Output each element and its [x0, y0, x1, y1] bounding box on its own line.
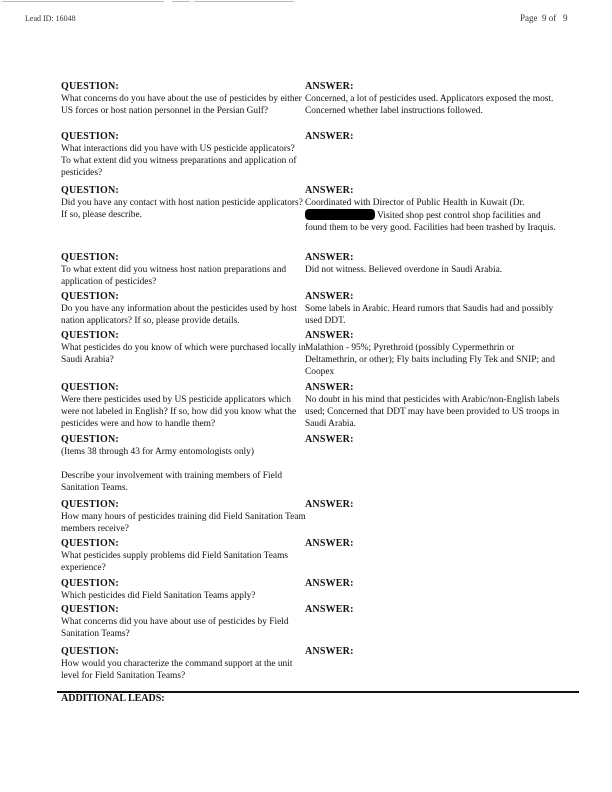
scan-artifact-line — [2, 1, 164, 2]
answer-block — [305, 433, 560, 446]
additional-leads-heading: ADDITIONAL LEADS: — [61, 693, 165, 704]
answer-text-part: Visited shop pest control shop facilities and found them to be very good. Facilities had been trashed by Iraquis. — [305, 211, 556, 233]
question-text: What interactions did you have with US pesticide applicators? To what extent did you witness preparations and application of pesticides? — [61, 144, 297, 178]
answer-label: ANSWER: — [305, 646, 354, 657]
question-text: (Items 38 through 43 for Army entomologists only) — [61, 447, 254, 457]
answer-block — [305, 184, 560, 234]
answer-label: ANSWER: — [305, 81, 354, 92]
question-label: QUESTION: — [61, 252, 119, 263]
answer-label: ANSWER: — [305, 131, 354, 142]
question-text: What concerns do you have about the use of pesticides by either US forces or host nation personnel in the Persian Gulf? — [61, 94, 302, 116]
question-block — [61, 381, 306, 430]
question-text: What pesticides supply problems did Field Sanitation Teams experience? — [61, 551, 289, 573]
answer-block — [305, 577, 560, 590]
question-block — [61, 290, 306, 327]
answer-block — [305, 537, 560, 550]
answer-block — [305, 130, 560, 143]
question-block — [61, 645, 306, 682]
question-text: What pesticides do you know of which were purchased locally in Saudi Arabia? — [61, 343, 306, 365]
scan-artifact-line — [194, 1, 294, 2]
answer-block — [305, 251, 560, 276]
question-text: Describe your involvement with training members of Field Sanitation Teams. — [61, 471, 283, 493]
question-text: How would you characterize the command support at the unit level for Field Sanitation Teams? — [61, 659, 293, 681]
question-label: QUESTION: — [61, 604, 119, 615]
answer-label: ANSWER: — [305, 330, 354, 341]
question-text: Which pesticides did Field Sanitation Teams apply? — [61, 591, 256, 601]
question-block — [61, 80, 306, 117]
question-block — [61, 329, 306, 366]
question-block — [61, 433, 306, 494]
answer-label: ANSWER: — [305, 185, 354, 196]
answer-label: ANSWER: — [305, 382, 354, 393]
question-text: What concerns did you have about use of pesticides by Field Sanitation Teams? — [61, 617, 289, 639]
answer-text: Did not witness. Believed overdone in Saudi Arabia. — [305, 265, 503, 275]
question-label: QUESTION: — [61, 330, 119, 341]
answer-label: ANSWER: — [305, 434, 354, 445]
question-block — [61, 577, 306, 602]
answer-text-part: Coordinated with Director of Public Health in Kuwait (Dr. — [305, 198, 525, 208]
answer-label: ANSWER: — [305, 538, 354, 549]
question-label: QUESTION: — [61, 646, 119, 657]
question-text: Were there pesticides used by US pesticide applicators which were not labeled in English? If so, how did you know what the pesticides were and how to handle them? — [61, 395, 297, 429]
question-label: QUESTION: — [61, 382, 119, 393]
answer-block — [305, 498, 560, 511]
answer-block — [305, 329, 560, 378]
question-label: QUESTION: — [61, 81, 119, 92]
lead-id: Lead ID: 16048 — [25, 14, 76, 23]
question-label: QUESTION: — [61, 538, 119, 549]
question-block — [61, 184, 306, 221]
question-label: QUESTION: — [61, 499, 119, 510]
question-label: QUESTION: — [61, 578, 119, 589]
question-block — [61, 251, 306, 288]
answer-block — [305, 645, 560, 658]
question-label: QUESTION: — [61, 185, 119, 196]
question-text: How many hours of pesticides training did Field Sanitation Team members receive? — [61, 512, 306, 534]
question-block — [61, 603, 306, 640]
question-block — [61, 537, 306, 574]
answer-block — [305, 381, 560, 430]
question-block — [61, 130, 306, 179]
answer-block — [305, 603, 560, 616]
answer-label: ANSWER: — [305, 252, 354, 263]
question-text: Do you have any information about the pesticides used by host nation applicators? If so, please provide details. — [61, 304, 297, 326]
answer-label: ANSWER: — [305, 604, 354, 615]
answer-label: ANSWER: — [305, 499, 354, 510]
answer-block — [305, 80, 560, 117]
question-label: QUESTION: — [61, 434, 119, 445]
answer-label: ANSWER: — [305, 291, 354, 302]
question-block — [61, 498, 306, 535]
scan-artifact-line — [172, 1, 190, 2]
answer-text: Some labels in Arabic. Heard rumors that Saudis had and possibly used DDT. — [305, 304, 554, 326]
question-text: To what extent did you witness host nation preparations and application of pesticides? — [61, 265, 287, 287]
question-label: QUESTION: — [61, 291, 119, 302]
answer-text — [305, 197, 560, 234]
redaction-box — [305, 209, 375, 220]
answer-label: ANSWER: — [305, 578, 354, 589]
answer-block — [305, 290, 560, 327]
page-number: Page 9 of 9 — [520, 13, 568, 23]
answer-text: Concerned, a lot of pesticides used. Applicators exposed the most. Concerned whether label instructions followed. — [305, 94, 554, 116]
question-label: QUESTION: — [61, 131, 119, 142]
question-text: Did you have any contact with host nation pesticide applicators? If so, please describe. — [61, 198, 303, 220]
answer-text: No doubt in his mind that pesticides with Arabic/non-English labels used; Concerned that DDT may have been provided to US troops in Saudi Arabia. — [305, 395, 560, 429]
answer-text: Malathion - 95%; Pyrethroid (possibly Cypermethrin or Deltamethrin, or other); Fly baits including Fly Tek and SNIP; and Coopex — [305, 343, 555, 377]
